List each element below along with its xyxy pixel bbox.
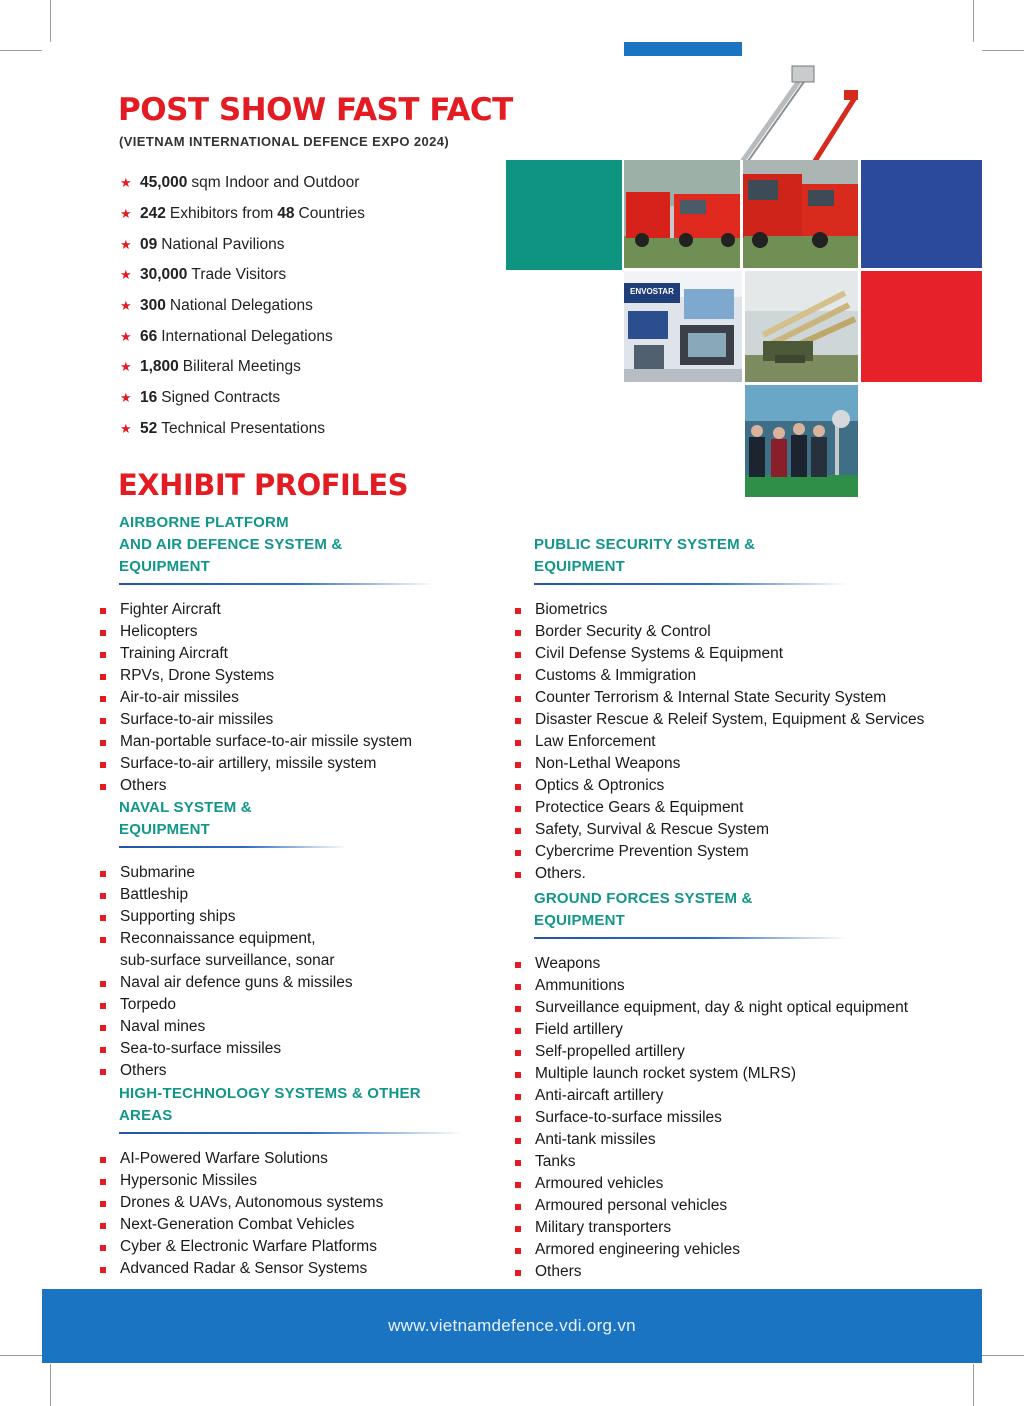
bullet-icon [100,696,106,702]
list-item: Border Security & Control [515,621,975,643]
bullet-icon [515,806,521,812]
crop-mark [0,50,42,51]
list-item: Supporting ships [100,906,435,928]
list-item: Optics & Optronics [515,775,975,797]
navy-tile [861,160,982,268]
list-item: Armoured personal vehicles [515,1195,975,1217]
star-icon: ★ [120,420,132,436]
exhibition-booth-photo [624,271,742,382]
fast-fact-title: POST SHOW FAST FACT [118,92,513,128]
list-item: Multiple launch rocket system (MLRS) [515,1063,975,1085]
list-item: Naval mines [100,1016,435,1038]
list-item: Cyber & Electronic Warfare Platforms [100,1236,470,1258]
exhibit-sign: ENVOSTAR [630,287,674,296]
star-icon: ★ [120,390,132,406]
list-item: Non-Lethal Weapons [515,753,975,775]
list-item: Biometrics [515,599,975,621]
list-item: Armoured vehicles [515,1173,975,1195]
bullet-icon [100,718,106,724]
crop-mark [982,1355,1024,1356]
star-icon: ★ [120,175,132,191]
section-divider [119,1132,463,1134]
list-item: Helicopters [100,621,435,643]
missile-launcher-photo [745,271,858,382]
bullet-icon [100,784,106,790]
bullet-icon [100,1047,106,1053]
list-item: Surface-to-air artillery, missile system [100,753,435,775]
bullet-icon [100,1201,106,1207]
list-item: Protectice Gears & Equipment [515,797,975,819]
bullet-icon [515,1072,521,1078]
list-item: Military transporters [515,1217,975,1239]
list-item: Man-portable surface-to-air missile system [100,731,435,753]
bullet-icon [100,1069,106,1075]
bullet-icon [100,1157,106,1163]
bullet-icon [100,1267,106,1273]
star-icon: ★ [120,328,132,344]
crop-mark [973,1364,974,1406]
footer-bar [42,1289,982,1363]
bullet-icon [515,608,521,614]
fast-fact-list [120,168,500,444]
bullet-icon [515,1248,521,1254]
list-item: Anti-aircaft artillery [515,1085,975,1107]
list-item: Tanks [515,1151,975,1173]
bullet-icon [515,630,521,636]
list-item: Weapons [515,953,975,975]
list-item: RPVs, Drone Systems [100,665,435,687]
fast-fact-subtitle: (VIETNAM INTERNATIONAL DEFENCE EXPO 2024) [119,134,450,149]
ground-forces-heading: GROUND FORCES SYSTEM & EQUIPMENT [534,890,753,929]
bullet-icon [515,1028,521,1034]
list-item: Others [515,1261,975,1283]
list-item: Drones & UAVs, Autonomous systems [100,1192,470,1214]
fact-item: ★ 1,800 Biliteral Meetings [120,358,301,376]
bullet-icon [100,1245,106,1251]
list-item: Torpedo [100,994,435,1016]
public-security-section [515,534,975,885]
crop-mark [973,0,974,42]
bullet-icon [515,718,521,724]
fact-item: ★ 66 International Delegations [120,327,333,345]
bullet-icon [515,1116,521,1122]
teal-tile [506,160,622,270]
bullet-icon [100,608,106,614]
bullet-icon [515,1138,521,1144]
list-item: Field artillery [515,1019,975,1041]
star-icon: ★ [120,206,132,222]
bullet-icon [100,1223,106,1229]
crop-mark [50,0,51,42]
list-item: Next-Generation Combat Vehicles [100,1214,470,1236]
red-tile [861,271,982,382]
bullet-icon [515,850,521,856]
list-item: Fighter Aircraft [100,599,435,621]
fact-item: ★ 30,000 Trade Visitors [120,266,287,284]
website-link[interactable]: www.vietnamdefence.vdi.org.vn [388,1316,636,1335]
list-item: Surface-to-air missiles [100,709,435,731]
list-item: AI-Powered Warfare Solutions [100,1148,470,1170]
bullet-icon [515,962,521,968]
list-item: Sea-to-surface missiles [100,1038,435,1060]
fact-item: ★ 45,000 sqm Indoor and Outdoor [120,174,360,192]
bullet-icon [515,784,521,790]
bullet-icon [515,872,521,878]
bullet-icon [100,674,106,680]
section-divider [534,583,847,585]
hightech-list [100,1148,470,1280]
bullet-icon [100,630,106,636]
list-item: Others [100,1060,435,1082]
bullet-icon [515,828,521,834]
bullet-icon [100,915,106,921]
bullet-icon [100,981,106,987]
bullet-icon [100,1025,106,1031]
fact-item: ★ 52 Technical Presentations [120,419,325,437]
list-item: Armored engineering vehicles [515,1239,975,1261]
bullet-icon [100,652,106,658]
list-item: Civil Defense Systems & Equipment [515,643,975,665]
fact-item: ★ 16 Signed Contracts [120,389,281,407]
bullet-icon [515,1270,521,1276]
bullet-icon [100,1003,106,1009]
crop-mark [50,1364,51,1406]
public-security-heading: PUBLIC SECURITY SYSTEM & EQUIPMENT [534,536,756,575]
list-item: Training Aircraft [100,643,435,665]
bullet-icon [515,1050,521,1056]
naval-list [100,862,435,1082]
list-item: Surveillance equipment, day & night optical equipment [515,997,975,1019]
bullet-icon [515,1182,521,1188]
bullet-icon [100,740,106,746]
list-item: Anti-tank missiles [515,1129,975,1151]
crop-mark [982,50,1024,51]
list-item: Air-to-air missiles [100,687,435,709]
bullet-icon [515,674,521,680]
hightech-heading: HIGH-TECHNOLOGY SYSTEMS & OTHER AREAS [119,1085,421,1124]
bullet-icon [100,1179,106,1185]
airborne-heading-line2: AND AIR DEFENCE SYSTEM & EQUIPMENT [119,536,343,575]
list-item: Safety, Survival & Rescue System [515,819,975,841]
section-divider [119,846,347,848]
bullet-icon [515,1160,521,1166]
vip-visit-photo [745,385,858,497]
bullet-icon [515,762,521,768]
bullet-icon [515,1226,521,1232]
naval-section [100,797,435,1082]
fact-item: ★ 242 Exhibitors from 48 Countries [120,205,365,223]
list-item: Others [100,775,435,797]
fact-item: ★ 300 National Delegations [120,297,313,315]
bullet-icon [515,1006,521,1012]
exhibit-profiles-title: EXHIBIT PROFILES [118,468,409,502]
star-icon: ★ [120,267,132,283]
star-icon: ★ [120,359,132,375]
bullet-icon [515,696,521,702]
bullet-icon [515,1094,521,1100]
naval-heading: NAVAL SYSTEM & EQUIPMENT [119,799,252,838]
list-item: Customs & Immigration [515,665,975,687]
ground-forces-list [515,953,975,1283]
airborne-heading-line1: AIRBORNE PLATFORM [119,514,289,531]
bullet-icon [100,762,106,768]
ground-forces-section [515,888,975,1283]
bullet-icon [100,893,106,899]
public-security-list [515,599,975,885]
fire-truck-ladder-photo [624,56,858,268]
list-item: Submarine [100,862,435,884]
airborne-section [100,512,435,797]
list-item: Naval air defence guns & missiles [100,972,435,994]
bullet-icon [515,1204,521,1210]
list-item: Surface-to-surface missiles [515,1107,975,1129]
list-item: Hypersonic Missiles [100,1170,470,1192]
section-divider [119,583,435,585]
star-icon: ★ [120,236,132,252]
bullet-icon [515,652,521,658]
list-item: Reconnaissance equipment, sub-surface surveillance, sonar [100,928,435,972]
list-item: Battleship [100,884,435,906]
list-item: Self-propelled artillery [515,1041,975,1063]
bullet-icon [515,740,521,746]
list-item: Disaster Rescue & Releif System, Equipment & Services [515,709,975,731]
bullet-icon [100,937,106,943]
section-divider [534,937,847,939]
airborne-list [100,599,435,797]
bullet-icon [515,984,521,990]
list-item: Others. [515,863,975,885]
hightech-section [100,1083,470,1280]
list-item: Law Enforcement [515,731,975,753]
fact-item: ★ 09 National Pavilions [120,235,285,253]
star-icon: ★ [120,298,132,314]
list-item: Advanced Radar & Sensor Systems [100,1258,470,1280]
list-item: Cybercrime Prevention System [515,841,975,863]
list-item: Counter Terrorism & Internal State Security System [515,687,975,709]
crop-mark [0,1355,42,1356]
bullet-icon [100,871,106,877]
list-item: Ammunitions [515,975,975,997]
